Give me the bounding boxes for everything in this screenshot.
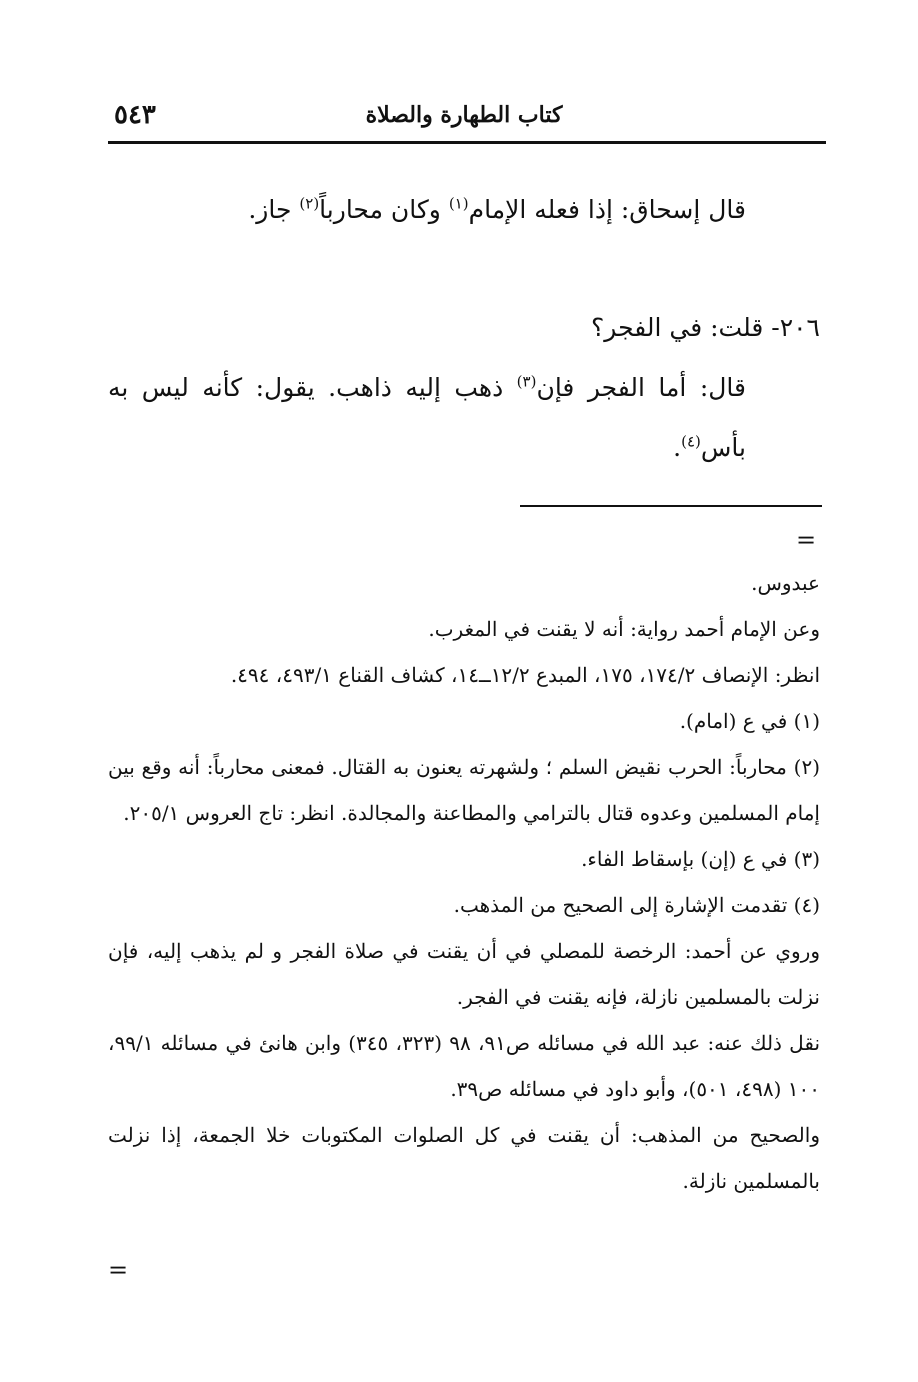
text-run: ذهب إليه ذاهب. يقول: كأنه ليس به بأس	[108, 373, 746, 462]
continuation-mark-bottom: =	[108, 1256, 129, 1284]
footnote-line: والصحيح من المذهب: أن يقنت في كل الصلوات المكتوبات خلا الجمعة، إذا نزلت بالمسلمين نازلة.	[108, 1123, 820, 1193]
footnote-ref-4: (٤)	[681, 432, 701, 451]
footnote-2: (٢) محارباً: الحرب نقيض السلم ؛ ولشهرته يعنون به القتال. فمعنى محارباً: أنه وقع بين إمام المسلمين وعدوه قتال بالترامي والمطاعنة والمجالدة. انظر: تاج العروس ٢٠٥/١.	[108, 755, 820, 825]
main-text	[108, 180, 820, 478]
continuation-mark-top: =	[796, 526, 817, 554]
footnote-separator	[520, 505, 822, 507]
question-206: ٢٠٦- قلت: في الفجر؟	[591, 313, 820, 342]
page-number: ٥٤٣	[114, 100, 156, 130]
footnote-4: (٤) تقدمت الإشارة إلى الصحيح من المذهب.	[453, 893, 820, 917]
footnote-line: وعن الإمام أحمد رواية: أنه لا يقنت في المغرب.	[428, 617, 820, 641]
text-run: جاز.	[248, 195, 300, 224]
text-run: .	[673, 433, 682, 462]
text-run: قال إسحاق: إذا فعله الإمام	[468, 195, 746, 224]
header-title: كتاب الطهارة والصلاة	[365, 102, 563, 128]
footnote-ref-2: (٢)	[299, 194, 320, 213]
text-run: قال: أما الفجر فإن	[536, 373, 746, 402]
text-run: وكان محارباً	[319, 195, 449, 224]
footnote-line: وروي عن أحمد: الرخصة للمصلي في أن يقنت في صلاة الفجر و لم يذهب إليه، فإن نزلت بالمسلمين نازلة، فإنه يقنت في الفجر.	[108, 939, 820, 1009]
footnotes	[108, 560, 820, 1204]
spacer	[108, 240, 820, 298]
footnote-line: نقل ذلك عنه: عبد الله في مسائله ص٩١، ٩٨ (٣٢٣، ٣٤٥) وابن هانئ في مسائله ٩٩/١، ١٠٠ (٤٩٨، ٥٠١)، وأبو داود في مسائله ص٣٩.	[108, 1031, 821, 1101]
footnote-ref-1: (١)	[448, 194, 469, 213]
footnote-line: عبدوس.	[751, 571, 820, 595]
footnote-ref-3: (٣)	[516, 372, 537, 391]
paragraph-ishaq	[108, 180, 820, 240]
footnote-1: (١) في ع (امام).	[679, 709, 820, 733]
footnote-line: انظر: الإنصاف ١٧٤/٢، ١٧٥، المبدع ١٢/٢ــ١٤، كشاف القناع ٤٩٣/١، ٤٩٤.	[230, 663, 820, 687]
paragraph-answer	[108, 358, 820, 478]
running-header	[108, 100, 820, 134]
header-rule	[108, 141, 826, 144]
footnote-3: (٣) في ع (إن) بإسقاط الفاء.	[581, 847, 820, 871]
